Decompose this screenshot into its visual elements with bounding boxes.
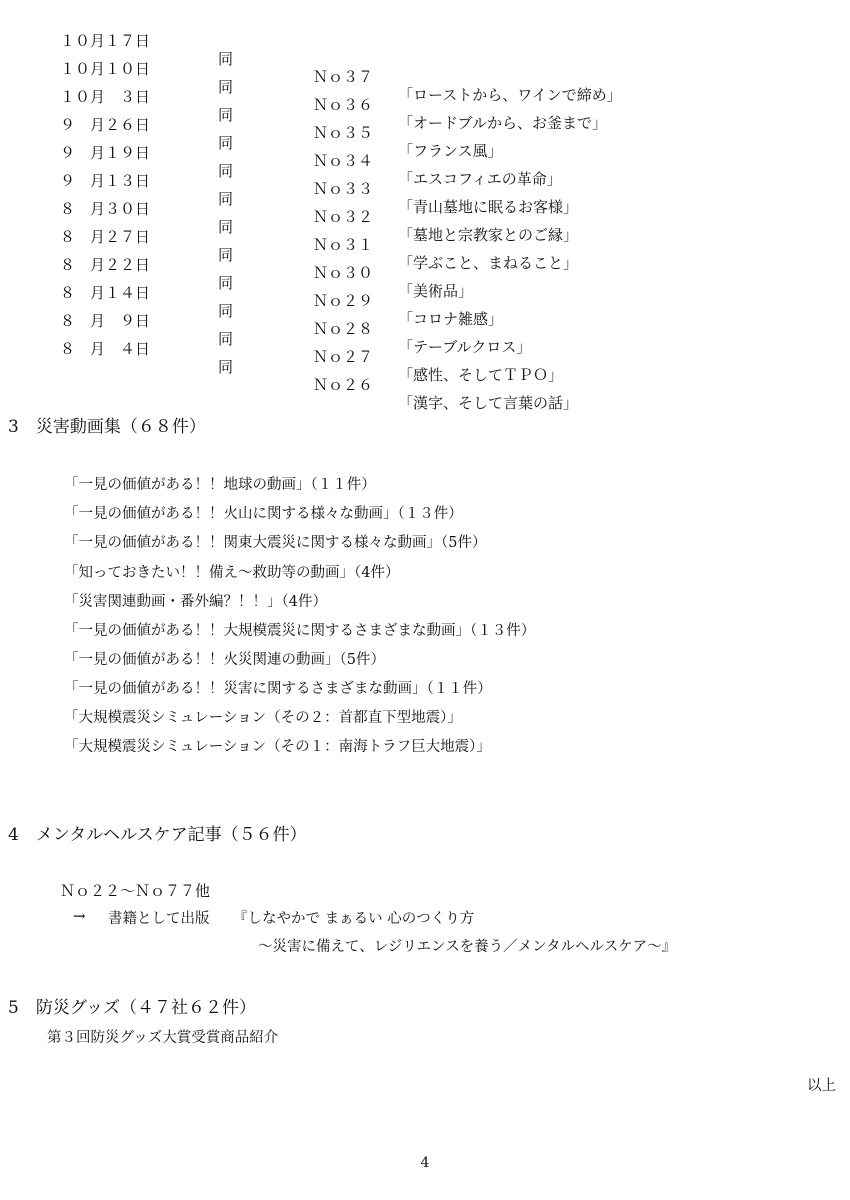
article-number: Ｎｏ３６ — [313, 96, 374, 114]
article-same-mark: 同 — [218, 162, 234, 180]
article-same-mark: 同 — [218, 330, 234, 348]
article-date: １０月１７日 — [60, 32, 151, 50]
article-title: 「フランス風」 — [398, 142, 503, 160]
article-title: 「オードブルから、お釜まで」 — [398, 114, 607, 132]
article-same-mark: 同 — [218, 106, 234, 124]
article-title: 「墓地と宗教家とのご縁」 — [398, 226, 579, 244]
video-list-item: 「災害関連動画・番外編？！！」（4件） — [64, 594, 327, 610]
article-range: Ｎｏ２２～Ｎｏ７７他 — [60, 882, 211, 900]
video-list-item: 「一見の価値がある！！火山に関する様々な動画」（１３件） — [64, 506, 463, 522]
article-date: ８ 月２７日 — [60, 228, 151, 246]
article-number: Ｎｏ３１ — [313, 236, 374, 254]
article-date: ８ 月１４日 — [60, 284, 151, 302]
article-title: 「学ぶこと、まねること」 — [398, 254, 579, 272]
video-list-item: 「一見の価値がある！！災害に関するさまざまな動画」（１１件） — [64, 681, 492, 697]
article-number: Ｎｏ３５ — [313, 124, 374, 142]
video-list-item: 「一見の価値がある！！大規模震災に関するさまざまな動画」（１３件） — [64, 623, 536, 639]
article-title: 「漢字、そして言葉の話」 — [398, 394, 579, 412]
article-number: Ｎｏ２６ — [313, 376, 374, 394]
article-date: １０月１０日 — [60, 60, 151, 78]
video-list-item: 「一見の価値がある！！関東大震災に関する様々な動画」（5件） — [64, 535, 487, 551]
section-3-heading: 3 災害動画集（６８件） — [8, 417, 206, 437]
article-same-mark: 同 — [218, 50, 234, 68]
article-date: ８ 月 ４日 — [60, 340, 151, 358]
section-5-heading: 5 防災グッズ（４７社６２件） — [8, 998, 256, 1018]
article-number: Ｎｏ３２ — [313, 208, 374, 226]
article-date: １０月 ３日 — [60, 88, 151, 106]
publication-label: 書籍として出版 — [108, 911, 210, 927]
goods-award-note: 第３回防災グッズ大賞受賞商品紹介 — [47, 1030, 279, 1046]
article-date: ９ 月１３日 — [60, 172, 151, 190]
article-title: 「エスコフィエの革命」 — [398, 170, 562, 188]
section-4-heading: 4 メンタルヘルスケア記事（５６件） — [8, 825, 307, 845]
article-same-mark: 同 — [218, 274, 234, 292]
article-number: Ｎｏ３４ — [313, 152, 374, 170]
video-list-item: 「知っておきたい！！備え～救助等の動画」（4件） — [64, 565, 400, 581]
video-list-item: 「一見の価値がある！！火災関連の動画」（5件） — [64, 652, 385, 668]
article-number: Ｎｏ３０ — [313, 264, 374, 282]
article-same-mark: 同 — [218, 78, 234, 96]
article-title: 「コロナ雑感」 — [398, 310, 504, 328]
article-number: Ｎｏ２７ — [313, 348, 374, 366]
article-same-mark: 同 — [218, 302, 234, 320]
article-number: Ｎｏ２８ — [313, 320, 374, 338]
article-title: 「青山墓地に眠るお客様」 — [398, 198, 579, 216]
article-same-mark: 同 — [218, 246, 234, 264]
book-title-line-1: 『しなやかで まぁるい 心のつくり方 — [233, 911, 475, 927]
article-date: ８ 月２２日 — [60, 256, 151, 274]
closing-remark: 以上 — [807, 1078, 836, 1094]
article-date: ８ 月３０日 — [60, 200, 151, 218]
page-number: 4 — [420, 1155, 430, 1171]
article-title: 「感性、そしてＴＰＯ」 — [398, 366, 564, 384]
article-same-mark: 同 — [218, 134, 234, 152]
article-date: ８ 月 ９日 — [60, 312, 151, 330]
article-number: Ｎｏ３３ — [313, 180, 374, 198]
video-list-item: 「大規模震災シミュレーション（その１：南海トラフ巨大地震）」 — [64, 739, 491, 755]
article-same-mark: 同 — [218, 190, 234, 208]
article-date: ９ 月１９日 — [60, 144, 151, 162]
video-list-item: 「一見の価値がある！！地球の動画」（１１件） — [64, 477, 376, 493]
right-arrow-icon: → — [73, 907, 86, 925]
article-number: Ｎｏ２９ — [313, 292, 374, 310]
article-same-mark: 同 — [218, 358, 234, 376]
article-same-mark: 同 — [218, 218, 234, 236]
video-list-item: 「大規模震災シミュレーション（その２：首都直下型地震）」 — [64, 710, 462, 726]
article-title: 「テーブルクロス」 — [398, 338, 532, 356]
article-date: ９ 月２６日 — [60, 116, 151, 134]
book-title-line-2: ～災害に備えて、レジリエンスを養う／メンタルヘルスケア～』 — [258, 939, 677, 955]
article-title: 「ローストから、ワインで締め」 — [398, 86, 622, 104]
article-number: Ｎｏ３７ — [313, 68, 374, 86]
article-title: 「美術品」 — [398, 282, 474, 300]
